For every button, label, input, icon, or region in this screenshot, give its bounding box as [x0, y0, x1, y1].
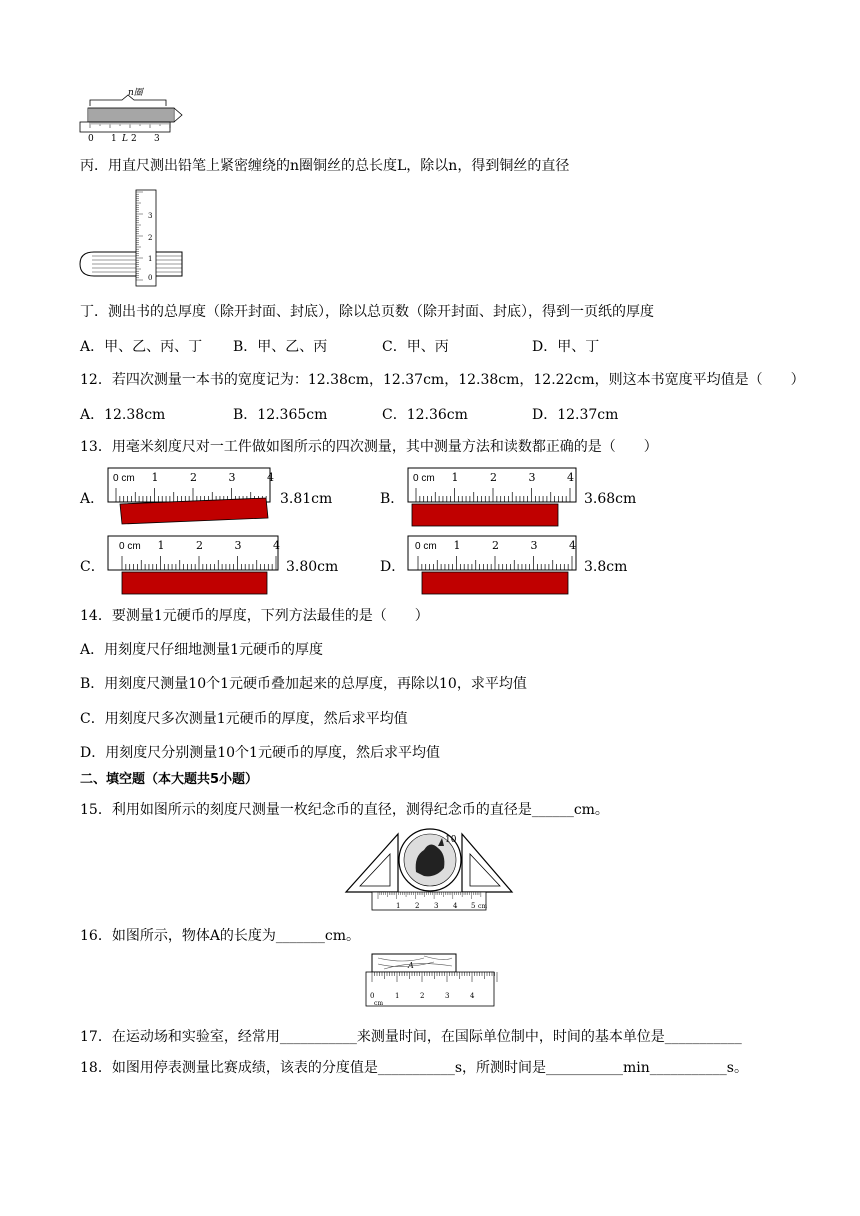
svg-text:2: 2 — [196, 539, 203, 552]
svg-text:4: 4 — [453, 902, 458, 910]
svg-text:2: 2 — [420, 992, 425, 1000]
svg-text:3: 3 — [445, 992, 450, 1000]
q13-option-d-reading: 3.8cm — [584, 559, 628, 575]
q17-text: 17．在运动场和实验室，经常用___________来测量时间，在国际单位制中，时间的基本单位是___________ — [80, 1029, 742, 1045]
q14-option-d[interactable]: D．用刻度尺分别测量10个1元硬币的厚度，然后求平均值 — [80, 745, 440, 761]
q14-option-a[interactable]: A．用刻度尺仔细地测量1元硬币的厚度 — [80, 642, 324, 658]
q14-option-b[interactable]: B．用刻度尺测量10个1元硬币叠加起来的总厚度，再除以10，求平均值 — [80, 676, 527, 692]
q13-ruler-a[interactable] — [108, 466, 278, 528]
svg-text:1: 1 — [151, 471, 159, 484]
q11-option-a[interactable]: A．甲、乙、丙、丁 — [80, 339, 203, 355]
svg-text:2: 2 — [131, 134, 137, 144]
svg-text:4: 4 — [267, 471, 274, 484]
q12-option-a[interactable]: A．12.38cm — [80, 407, 166, 423]
svg-text:1: 1 — [157, 539, 165, 552]
svg-text:0 cm: 0 cm — [415, 541, 437, 552]
q11-option-c[interactable]: C．甲、丙 — [382, 339, 449, 355]
svg-text:3: 3 — [234, 539, 242, 552]
object-a-figure — [364, 952, 498, 1010]
q18-text: 18．如图用停表测量比赛成绩，该表的分度值是___________s，所测时间是___________min___________s。 — [80, 1060, 748, 1076]
svg-text:3: 3 — [528, 471, 536, 484]
q12-option-c[interactable]: C．12.36cm — [382, 407, 468, 423]
svg-text:3: 3 — [154, 134, 160, 144]
q13-ruler-c[interactable] — [108, 534, 283, 596]
q14-stem: 14．要测量1元硬币的厚度，下列方法最佳的是（ ） — [80, 608, 429, 624]
svg-text:1: 1 — [111, 134, 117, 144]
svg-text:2: 2 — [415, 902, 420, 910]
q14-option-c[interactable]: C．用刻度尺多次测量1元硬币的厚度，然后求平均值 — [80, 711, 408, 727]
svg-text:3: 3 — [228, 471, 236, 484]
q13-option-c-reading: 3.80cm — [286, 559, 339, 575]
svg-text:4: 4 — [569, 539, 576, 552]
svg-text:3: 3 — [148, 212, 153, 220]
svg-text:4: 4 — [273, 539, 280, 552]
q13-option-a-reading: 3.81cm — [280, 491, 333, 507]
q13-ruler-d[interactable] — [408, 534, 583, 596]
q13-option-d-letter[interactable]: D． — [380, 559, 406, 575]
svg-text:4: 4 — [567, 471, 574, 484]
svg-text:0 cm: 0 cm — [113, 473, 135, 484]
svg-text:5: 5 — [471, 902, 476, 910]
svg-text:0 cm: 0 cm — [119, 541, 141, 552]
q12-option-d[interactable]: D．12.37cm — [532, 407, 619, 423]
q11-bing-text: 丙．用直尺测出铅笔上紧密缠绕的n圈铜丝的总长度L，除以n，得到铜丝的直径 — [80, 158, 570, 174]
q11-option-b[interactable]: B．甲、乙、丙 — [233, 339, 328, 355]
svg-text:4: 4 — [470, 992, 475, 1000]
svg-text:1: 1 — [395, 992, 400, 1000]
section-2-heading: 二、填空题（本大题共5小题） — [80, 772, 259, 787]
q13-option-c-letter[interactable]: C． — [80, 559, 105, 575]
svg-text:0: 0 — [370, 992, 375, 1000]
svg-text:1: 1 — [396, 902, 401, 910]
q12-stem: 12．若四次测量一本书的宽度记为：12.38cm，12.37cm，12.38cm，12.22cm，则这本书宽度平均值是（ ） — [80, 372, 805, 388]
svg-text:cm: cm — [374, 1000, 384, 1007]
q11-ding-text: 丁．测出书的总厚度（除开封面、封底），除以总页数（除开封面、封底），得到一页纸的厚度 — [80, 304, 654, 320]
svg-text:1: 1 — [451, 471, 459, 484]
book-ruler-figure — [78, 188, 188, 288]
svg-text:1: 1 — [453, 539, 461, 552]
svg-text:0: 0 — [148, 274, 153, 282]
svg-text:2: 2 — [148, 234, 153, 242]
coin-measure-figure — [344, 828, 516, 914]
svg-text:2: 2 — [490, 471, 497, 484]
q15-stem: 15．利用如图所示的刻度尺测量一枚纪念币的直径，测得纪念币的直径是______cm。 — [80, 802, 609, 818]
svg-text:0 cm: 0 cm — [413, 473, 435, 484]
q11-option-d[interactable]: D．甲、丁 — [532, 339, 600, 355]
q13-option-b-reading: 3.68cm — [584, 491, 637, 507]
svg-text:1: 1 — [148, 255, 153, 263]
svg-text:L: L — [122, 134, 128, 144]
svg-text:0: 0 — [88, 134, 94, 144]
coil-ruler-figure — [78, 86, 188, 146]
q13-stem: 13．用毫米刻度尺对一工件做如图所示的四次测量，其中测量方法和读数都正确的是（ ） — [80, 439, 658, 455]
q16-stem: 16．如图所示，物体A的长度为_______cm。 — [80, 928, 361, 944]
coil-count-label: n圈 — [128, 88, 143, 98]
q12-option-b[interactable]: B．12.365cm — [233, 407, 328, 423]
q13-ruler-b[interactable] — [408, 466, 583, 528]
object-a-label: A — [408, 961, 414, 970]
svg-text:cm: cm — [478, 903, 488, 910]
q13-option-b-letter[interactable]: B． — [380, 491, 405, 507]
svg-text:2: 2 — [492, 539, 499, 552]
svg-text:3: 3 — [434, 902, 439, 910]
svg-text:2: 2 — [190, 471, 197, 484]
coin-denomination: 10 — [445, 835, 457, 845]
q13-option-a-letter[interactable]: A． — [80, 491, 105, 507]
svg-text:3: 3 — [530, 539, 538, 552]
